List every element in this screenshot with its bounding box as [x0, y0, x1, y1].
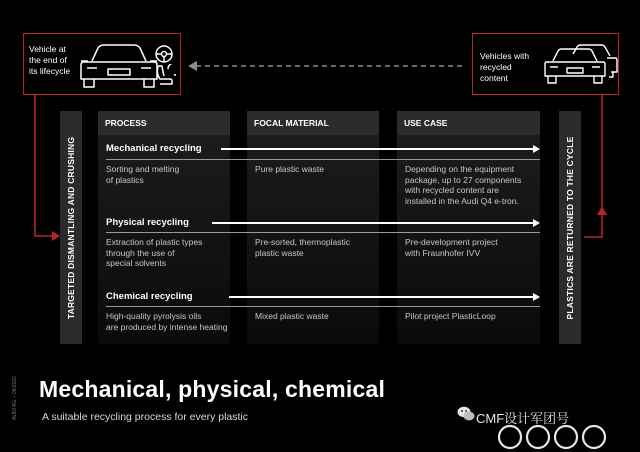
- physical-arrowhead: [533, 219, 540, 227]
- mechanical-focal: Pure plastic waste: [255, 164, 324, 174]
- physical-usecase: Pre-development project with Fraunhofer IVV: [405, 237, 498, 258]
- chemical-arrowhead: [533, 293, 540, 301]
- dismantling-bar: [60, 111, 82, 344]
- physical-arrow: [212, 222, 533, 224]
- recycled-content-label: Vehicles with recycled content: [480, 51, 530, 83]
- mechanical-usecase: Depending on the equipment package, up to 27 components with recycled content are installed in the Audi Q4 e-tron.: [405, 164, 522, 206]
- chemical-process: High-quality pyrolysis oils are produced by intense heating: [106, 311, 228, 332]
- page-title: Mechanical, physical, chemical: [39, 376, 386, 402]
- return-cycle-bar: [559, 111, 581, 344]
- left-connector-arrow: [24, 94, 64, 244]
- document-code: AUDI AG – 09/2022: [12, 376, 18, 420]
- recycled-content-box: [472, 33, 619, 95]
- physical-recycling-title: Physical recycling: [106, 217, 189, 228]
- focal-material-column: [247, 111, 379, 344]
- right-connector-arrow: [580, 94, 620, 244]
- end-of-life-label: Vehicle at the end of its lifecycle: [29, 44, 71, 76]
- watermark-text: CMF设计军团号: [476, 411, 570, 426]
- mechanical-arrowhead: [533, 145, 540, 153]
- mechanical-recycling-title: Mechanical recycling: [106, 143, 202, 154]
- steering-wheel-icon: [154, 44, 174, 64]
- use-case-column: [397, 111, 540, 344]
- audi-rings-logo: [488, 424, 628, 450]
- mechanical-process: Sorting and melting of plastics: [106, 164, 180, 185]
- end-of-life-box: [23, 33, 181, 95]
- physical-divider: [106, 232, 540, 233]
- chemical-divider: [106, 306, 540, 307]
- chemical-recycling-title: Chemical recycling: [106, 291, 193, 302]
- chemical-focal: Mixed plastic waste: [255, 311, 329, 321]
- car-seat-icon: [154, 64, 176, 88]
- physical-focal: Pre-sorted, thermoplastic plastic waste: [255, 237, 350, 258]
- mechanical-arrow: [221, 148, 533, 150]
- mechanical-divider: [106, 159, 540, 160]
- return-cycle-label: PLASTICS ARE RETURNED TO THE CYCLE: [565, 136, 575, 319]
- physical-process: Extraction of plastic types through the use of special solvents: [106, 237, 203, 268]
- chemical-usecase: Pilot project PlasticLoop: [405, 311, 496, 321]
- focal-material-header: FOCAL MATERIAL: [247, 111, 379, 135]
- cars-front-icon: [543, 44, 619, 88]
- car-front-icon: [78, 41, 160, 91]
- process-header: PROCESS: [98, 111, 230, 135]
- return-dashed-arrow: [188, 60, 464, 72]
- wechat-icon: [457, 406, 475, 422]
- page-subtitle: A suitable recycling process for every plastic: [42, 411, 249, 423]
- chemical-arrow: [229, 296, 533, 298]
- dismantling-label: TARGETED DISMANTLING AND CRUSHING: [66, 136, 76, 319]
- use-case-header: USE CASE: [397, 111, 540, 135]
